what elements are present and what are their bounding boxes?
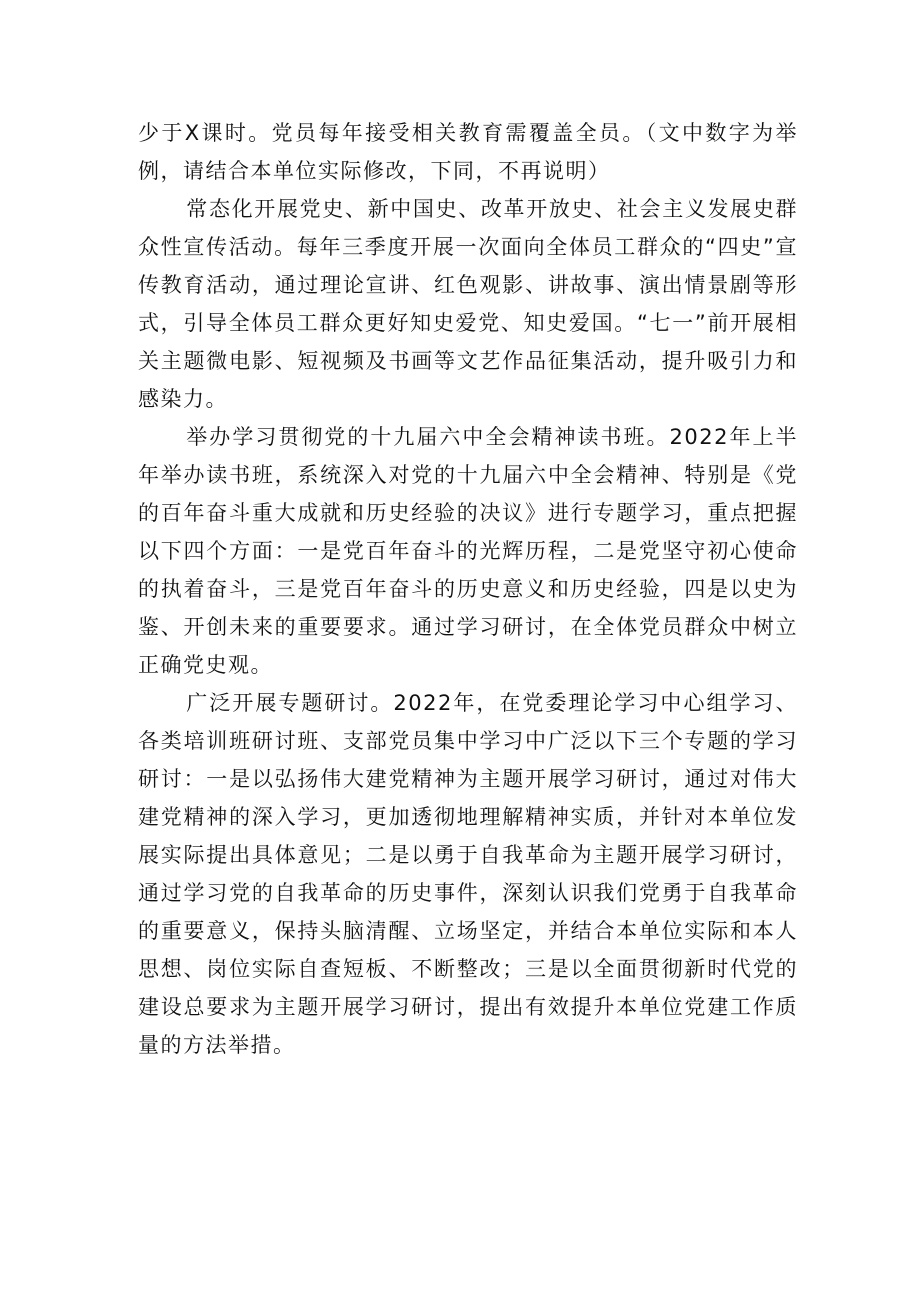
paragraph-3: 举办学习贯彻党的十九届六中全会精神读书班。2022年上半年举办读书班，系统深入对党的十九届六中全会精神、特别是《党的百年奋斗重大成就和历史经验的决议》进行专题学习，重点把握以下四个方面：一是党百年奋斗的光辉历程，二是党坚守初心使命的执着奋斗，三是党百年奋斗的历史意义和历史经验，四是以史为鉴、开创未来的重要要求。通过学习研讨，在全体党员群众中树立正确党史观。	[138, 425, 798, 677]
paragraph-1: 少于X课时。党员每年接受相关教育需覆盖全员。（文中数字为举例，请结合本单位实际修改，下同，不再说明）	[138, 121, 798, 183]
document-body	[138, 114, 798, 1064]
paragraph-4: 广泛开展专题研讨。2022年，在党委理论学习中心组学习、各类培训班研讨班、支部党员集中学习中广泛以下三个专题的学习研讨：一是以弘扬伟大建党精神为主题开展学习研讨，通过对伟大建党精神的深入学习，更加透彻地理解精神实质，并针对本单位发展实际提出具体意见；二是以勇于自我革命为主题开展学习研讨，通过学习党的自我革命的历史事件，深刻认识我们党勇于自我革命的重要意义，保持头脑清醒、立场坚定，并结合本单位实际和本人思想、岗位实际自查短板、不断整改；三是以全面贯彻新时代党的建设总要求为主题开展学习研讨，提出有效提升本单位党建工作质量的方法举措。	[138, 691, 798, 1057]
paragraph-2: 常态化开展党史、新中国史、改革开放史、社会主义发展史群众性宣传活动。每年三季度开展一次面向全体员工群众的“四史”宣传教育活动，通过理论宣讲、红色观影、讲故事、演出情景剧等形式，引导全体员工群众更好知史爱党、知史爱国。“七一”前开展相关主题微电影、短视频及书画等文艺作品征集活动，提升吸引力和感染力。	[138, 197, 798, 411]
